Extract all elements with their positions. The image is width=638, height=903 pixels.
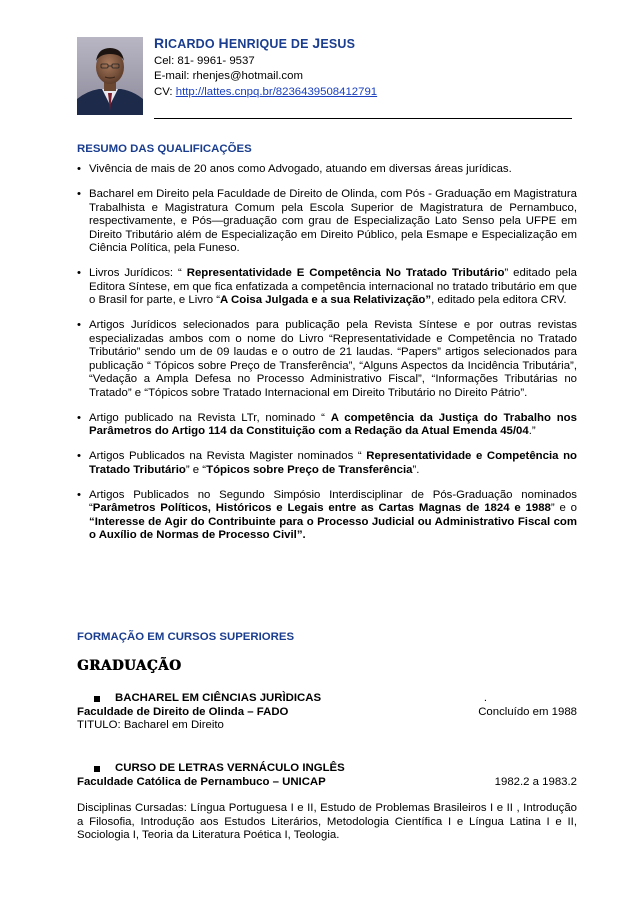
course-name-text: BACHAREL EM CIÊNCIAS JURÌDICAS xyxy=(115,692,322,704)
institution-line xyxy=(77,776,577,790)
degree-title: TITULO: Bacharel em Direito xyxy=(77,719,224,731)
summary-section-title: RESUMO DAS QUALIFICAÇÕES xyxy=(77,143,252,155)
bullet-dot-icon: • xyxy=(77,411,81,424)
name-part: ENRIQUE DE xyxy=(228,37,309,51)
course-date: Concluído em 1988 xyxy=(478,705,577,718)
bullet-dot-icon: • xyxy=(77,267,81,279)
list-item xyxy=(77,319,577,400)
list-item-text: Artigos Publicados no Segundo Simpósio Interdisciplinar de Pós-Graduação nominados “Parâmetros Políticos, Históricos e Legais entre as Cartas Magnas de 1824 e 1988” e o “Interesse de Agir do Contribuinte para o Processo Judicial ou Administrativo Fiscal com o Auxílio de Normas de Processo Civil”. xyxy=(89,488,577,541)
square-bullet-icon xyxy=(94,766,100,772)
course-name xyxy=(77,692,577,706)
person-name xyxy=(154,37,355,52)
graduation-heading: GRADUAÇÃO xyxy=(77,658,182,674)
bullet-dot-icon: • xyxy=(77,188,81,200)
cv-link[interactable]: http://lattes.cnpq.br/8236439508412791 xyxy=(175,86,378,98)
institution-name: Faculdade de Direito de Olinda – FADO xyxy=(77,705,289,718)
list-item xyxy=(77,188,577,256)
course-name xyxy=(77,762,577,776)
list-item xyxy=(77,489,577,543)
course-name-text: CURSO DE LETRAS VERNÁCULO INGLÊS xyxy=(115,762,345,774)
name-initial: J xyxy=(312,35,321,51)
course-block xyxy=(77,692,577,733)
list-item-text: Artigo publicado na Revista LTr, nominado “ A competência da Justiça do Trabalho nos Parâmetros do Artigo 114 da Constituição com a Redação da Atual Emenda 45/04.” xyxy=(89,411,577,437)
bullet-dot-icon: • xyxy=(77,163,81,175)
list-item xyxy=(77,267,577,308)
disciplines-paragraph: Disciplinas Cursadas: Língua Portuguesa I e II, Estudo de Problemas Brasileiros I e II , Introdução a Filosofia, Introdução aos Estudos Literários, Metodologia Científica I e Língua Latina I e II, Sociologia I, Teoria da Literatura Poética I, Teologia. xyxy=(77,802,577,841)
name-part: ESUS xyxy=(320,37,356,51)
email-line: E-mail: rhenjes@hotmail.com xyxy=(154,70,303,82)
list-item xyxy=(77,450,577,477)
list-item-text: Vivência de mais de 20 anos como Advogado, atuando em diversas áreas jurídicas. xyxy=(89,163,512,175)
name-part: ICARDO xyxy=(164,37,215,51)
header-divider xyxy=(154,118,572,119)
cv-line xyxy=(154,86,377,100)
name-initial: R xyxy=(154,35,165,51)
list-item-text: Livros Jurídicos: “ Representatividade E Competência No Tratado Tributário” editado pela Editora Síntese, em que fica enfatizada a competência internacional no tratado tributário em que o Brasil for parte, e Livro “A Coisa Julgada e a sua Relativização”, editado pela editora CRV. xyxy=(89,267,577,306)
cv-label: CV: xyxy=(154,86,176,98)
phone-line: Cel: 81- 9961- 9537 xyxy=(154,55,255,67)
bullet-dot-icon: • xyxy=(77,488,81,501)
list-item-text: Artigos Jurídicos selecionados para publicação pela Revista Síntese e por outras revistas especializadas ambos com o nome do Livro “Representatividade e Competência no Tratado Tributário” sendo um de 09 laudas e o outro de 21 laudas. “Papers” artigos selecionados para publicação “ Tópicos sobre Preço de Transferência”, “Alguns Aspectos da Incidência Tributária”, “Vedação a Ampla Defesa no Processo Administrativo Fiscal”, “Informações Tributárias no Tratado” e “Tópicos sobre Tratado Internacional em Direito Tributário no Direito Pátrio”. xyxy=(89,319,577,399)
square-bullet-icon xyxy=(94,696,100,702)
list-item xyxy=(77,163,577,177)
summary-list xyxy=(77,163,577,554)
list-item xyxy=(77,412,577,439)
bullet-dot-icon: • xyxy=(77,319,81,331)
list-item-text: Bacharel em Direito pela Faculdade de Direito de Olinda, com Pós - Graduação em Magistratura Trabalhista e Magistratura Comum pela Escola Superior de Magistratura de Pernambuco, respectivamente, e Pós—graduação com grau de Especialização Lato Senso pela UFPE em Direito Tributário além de Especialização em Direito Público, pela Esmape e Especialização em Ciência Política, pela Funeso. xyxy=(89,188,577,254)
resume-header xyxy=(77,37,572,121)
course-date: 1982.2 a 1983.2 xyxy=(494,775,577,788)
list-item-text: Artigos Publicados na Revista Magister nominados “ Representatividade e Competência no Tratado Tributário” e “Tópicos sobre Preço de Transferência”. xyxy=(89,450,577,476)
stray-mark: . xyxy=(483,692,487,704)
institution-line xyxy=(77,706,577,720)
name-initial: H xyxy=(218,35,229,51)
bullet-dot-icon: • xyxy=(77,450,81,462)
education-section-title: FORMAÇÃO EM CURSOS SUPERIORES xyxy=(77,631,295,643)
course-block xyxy=(77,762,577,789)
portrait-photo xyxy=(77,37,143,115)
institution-name: Faculdade Católica de Pernambuco – UNICAP xyxy=(77,775,326,788)
